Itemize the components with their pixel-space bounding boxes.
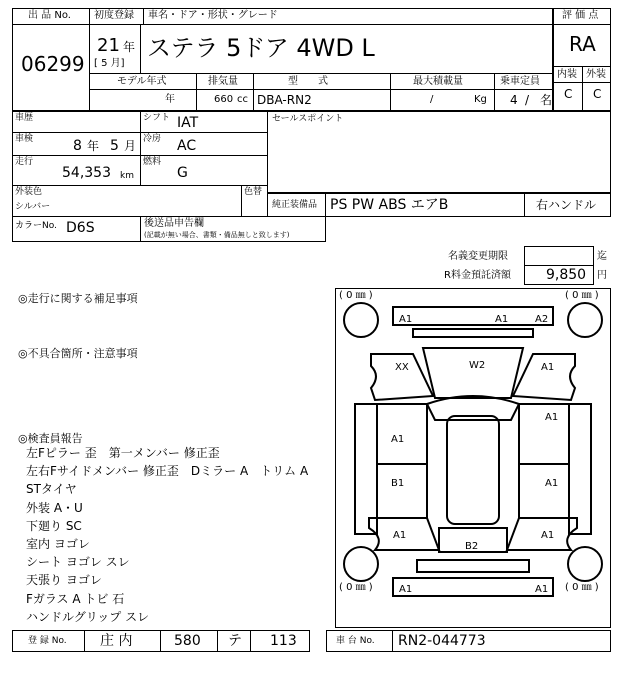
capacity-label: 乗車定員 (500, 76, 540, 87)
first-reg-year: 21 (97, 35, 120, 56)
inspection-label: 車検 (15, 134, 34, 144)
overall-grade: RA (569, 32, 596, 56)
rear-panel (417, 560, 529, 572)
tire-depth-rl: ( 0 ㎜ ) (339, 582, 373, 593)
ext-color-box (12, 185, 268, 217)
report-line: Fガラス A トビ 石 (26, 592, 125, 606)
inspection-year-unit: 年 (87, 139, 100, 153)
divider (89, 24, 553, 25)
first-reg-label: 初度登録 (94, 10, 134, 21)
mark-back-door: B2 (465, 541, 479, 552)
right-fender (513, 354, 575, 400)
report-line: 天張り ヨゴレ (26, 573, 102, 587)
mark-front-bumper-center: A1 (495, 314, 509, 325)
divider (250, 630, 251, 652)
equipment-label: 純正装備品 (272, 200, 318, 210)
divider (143, 8, 144, 24)
lot-number: 06299 (21, 52, 85, 76)
max-load-slash: / (430, 94, 434, 105)
history-label: 車歴 (15, 113, 34, 123)
recycle-unit: 円 (597, 270, 607, 281)
recycle-label: R料金預託済額 (444, 270, 511, 281)
rear-bumper (393, 578, 553, 596)
mark-rear-bumper-left: A1 (399, 584, 413, 595)
first-reg-month: [ 5 月] (94, 58, 125, 69)
mark-left-front-door: A1 (391, 434, 405, 445)
shift-label: シフト (143, 113, 171, 123)
interior-label: 内装 (557, 69, 577, 80)
divider (160, 630, 161, 652)
mileage-unit: km (120, 171, 134, 181)
recolor-label: 色替 (244, 187, 263, 197)
mark-right-front-door: A1 (545, 412, 559, 423)
tire-depth-rr: ( 0 ㎜ ) (565, 582, 599, 593)
report-line: ハンドルグリップ スレ (26, 610, 150, 624)
mileage-value: 54,353 (62, 165, 111, 181)
model-year-label: モデル年式 (117, 76, 167, 87)
displacement-value: 660 (214, 94, 234, 105)
mark-rear-bumper-right: A1 (535, 584, 549, 595)
defects-label: ◎不具合箇所・注意事項 (18, 347, 138, 360)
steering-value: 右ハンドル (536, 198, 597, 212)
exterior-grade: C (593, 87, 602, 101)
max-load-unit: Kg (474, 94, 487, 105)
model-code: DBA-RN2 (257, 93, 312, 107)
capacity-unit: 名 (540, 93, 553, 107)
supplement-label: ◎走行に関する補足事項 (18, 292, 138, 305)
car-name: ステラ 5ドア 4WD L (147, 34, 375, 62)
mark-front-bumper-left: A1 (399, 314, 413, 325)
chassis-number: RN2-044773 (398, 633, 486, 649)
hood (423, 348, 523, 398)
lot-no-label: 出 品 No. (28, 10, 71, 21)
report-line: シート ヨゴレ スレ (26, 555, 130, 569)
report-line: 外装 A・U (26, 501, 83, 515)
right-sill (569, 404, 591, 534)
mark-front-bumper-right: A2 (535, 314, 549, 325)
tire-rear-right (568, 547, 602, 581)
displacement-unit: cc (237, 94, 248, 105)
divider (12, 24, 90, 25)
reg-area: 庄 内 (100, 633, 133, 649)
mark-left-quarter: A1 (393, 530, 407, 541)
divider (217, 630, 218, 652)
divider (84, 630, 85, 652)
reg-kana: テ (228, 633, 242, 649)
equipment-value: PS PW ABS エアB (330, 197, 449, 213)
docs-note: (記載が無い場合、書類・備品無しと致します) (144, 231, 290, 239)
mark-windshield: W2 (469, 360, 486, 371)
color-no-value: D6S (66, 220, 95, 236)
tire-rear-left (344, 547, 378, 581)
report-line: 左右Fサイドメンバー 修正歪 Dミラー A トリム A (26, 464, 309, 478)
mark-right-quarter: A1 (541, 530, 555, 541)
recycle-amount: 9,850 (546, 267, 587, 283)
tire-front-right (568, 303, 602, 337)
left-fender (371, 354, 433, 400)
mileage-label: 走行 (15, 157, 34, 167)
divider (140, 111, 141, 186)
sales-point-label: セールスポイント (272, 114, 344, 124)
report-line: 室内 ヨゴレ (26, 537, 90, 551)
name-change-label: 名義変更期限 (448, 251, 508, 262)
front-bumper (393, 307, 553, 325)
shift-value: IAT (177, 115, 199, 131)
tire-depth-fr: ( 0 ㎜ ) (565, 290, 599, 301)
ext-color-label: 外装色 (15, 187, 43, 197)
reg-no-label: 登 録 No. (28, 636, 67, 646)
right-rear-door (519, 464, 569, 518)
capacity-value: 4 (510, 93, 518, 107)
right-front-door (519, 404, 569, 464)
divider (390, 73, 391, 111)
name-change-box (524, 246, 594, 266)
year-unit: 年 (123, 40, 136, 54)
max-load-label: 最大積載量 (413, 76, 463, 87)
inspection-year: 8 (73, 138, 82, 154)
name-change-unit: 迄 (597, 251, 607, 262)
chassis-label: 車 台 No. (336, 636, 375, 646)
aircon-label: 冷房 (143, 134, 162, 144)
fuel-label: 燃料 (143, 157, 162, 167)
report-line: 下廻り SC (26, 519, 82, 533)
vehicle-damage-diagram (335, 288, 611, 628)
displacement-label: 排気量 (208, 76, 238, 87)
reg-class: 580 (174, 633, 201, 649)
model-label: 型 式 (288, 76, 328, 87)
fuel-value: G (177, 165, 188, 181)
mark-right-rear-door: A1 (545, 478, 559, 489)
mark-left-rear-door: B1 (391, 478, 405, 489)
ext-color-value: シルバー (15, 202, 51, 212)
inspection-month: 5 (110, 138, 119, 154)
tire-depth-fl: ( 0 ㎜ ) (339, 290, 373, 301)
mark-right-fender: A1 (541, 362, 555, 373)
divider (494, 73, 495, 111)
roof (447, 416, 499, 524)
reg-number: 113 (270, 633, 297, 649)
exterior-label: 外装 (586, 69, 606, 80)
model-year-unit: 年 (165, 94, 175, 105)
left-rear-door (377, 464, 427, 518)
interior-grade: C (564, 87, 573, 101)
divider (241, 185, 242, 217)
divider (325, 193, 326, 217)
capacity-slash: / (525, 93, 530, 107)
tire-front-left (344, 303, 378, 337)
divider (582, 66, 583, 111)
divider (392, 630, 393, 652)
divider (253, 73, 254, 111)
report-line: 左Fピラー 歪 第一メンバー 修正歪 (26, 446, 220, 460)
aircon-value: AC (177, 138, 197, 154)
docs-label: 後送品申告欄 (144, 218, 204, 229)
color-no-label: カラーNo. (15, 221, 57, 231)
mark-left-fender: XX (395, 362, 409, 373)
inspector-label: ◎検査員報告 (18, 432, 83, 445)
divider (140, 24, 141, 74)
divider (196, 73, 197, 111)
car-name-label: 車名・ドア・形状・グレード (148, 10, 278, 21)
inspection-month-unit: 月 (124, 139, 137, 153)
report-line: STタイヤ (26, 482, 77, 496)
grade-label: 評 価 点 (562, 10, 599, 21)
left-sill (355, 404, 377, 534)
divider (89, 89, 553, 90)
divider (553, 24, 611, 25)
front-grille (413, 329, 533, 337)
